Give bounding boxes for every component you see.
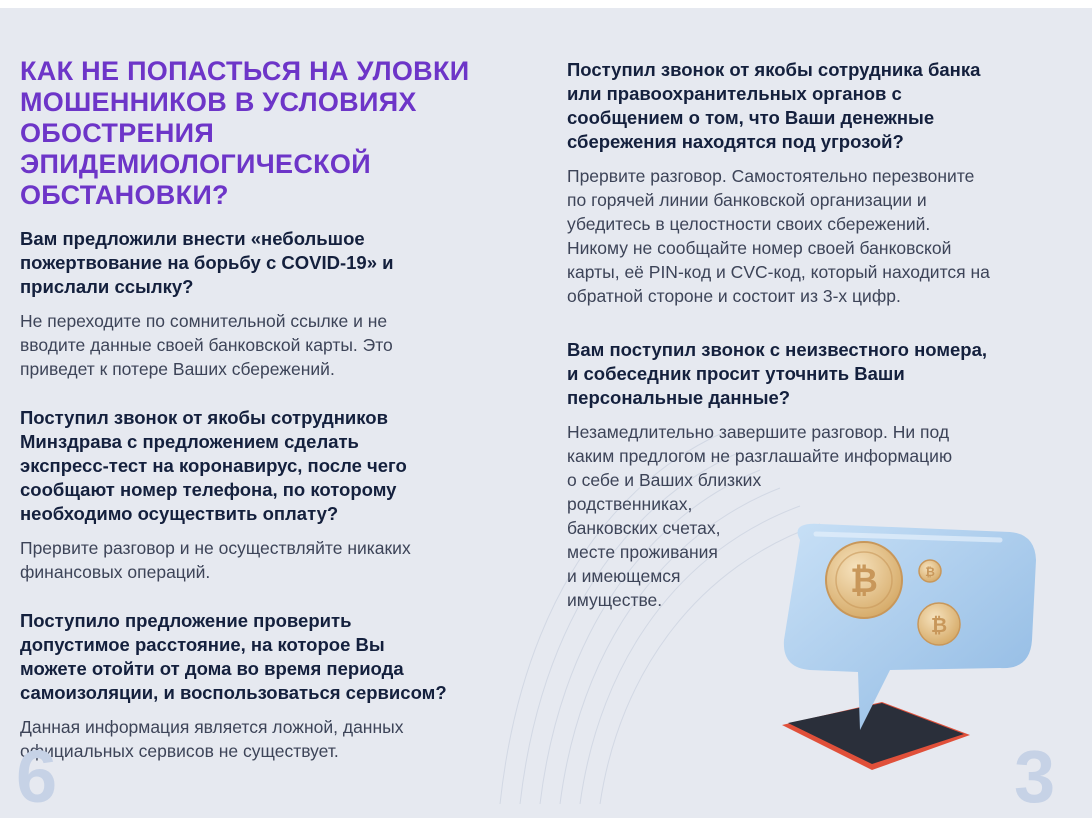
speech-bubble-icon [784, 524, 1036, 730]
question-personal-data: Вам поступил звонок с неизвестного номера, и собеседник просит уточнить Ваши персональные данные? [567, 339, 988, 408]
bitcoin-coin-small-icon [919, 560, 941, 582]
left-column [20, 56, 490, 788]
faq-item-bank-call [567, 58, 1057, 308]
answer-distance-service: Данная информация является ложной, данных официальных сервисов не существует. [20, 717, 404, 761]
question-bank-call: Поступил звонок от якобы сотрудника банка или правоохранительных органов с сообщением о том, что Ваши денежные сбережения находятся под угрозой? [567, 59, 981, 152]
page-number-right: 3 [1014, 735, 1056, 818]
smartphone-icon [782, 702, 970, 770]
page-number-left: 6 [16, 735, 58, 818]
answer-donation: Не переходите по сомнительной ссылке и не вводите данные своей банковской карты. Это приведет к потере Ваших сбережений. [20, 311, 393, 379]
answer-bank-call: Прервите разговор. Самостоятельно перезвоните по горячей линии банковской организации и убедитесь в целостности своих сбережений. Никому не сообщайте номер своей банковской карты, её PIN-код и CVC-код, который находится на обратной стороне и состоит из 3-х цифр. [567, 166, 990, 306]
bitcoin-coin-medium-icon [918, 603, 960, 645]
question-donation: Вам предложили внести «небольшое пожертвование на борьбу с COVID-19» и прислали ссылку? [20, 228, 394, 297]
bitcoin-coin-icon [826, 542, 902, 618]
top-band [0, 0, 1092, 8]
question-distance-service: Поступило предложение проверить допустимое расстояние, на которое Вы можете отойти от дома во время периода самоизоляции, и воспользоваться сервисом? [20, 610, 447, 703]
page-title: КАК НЕ ПОПАСТЬСЯ НА УЛОВКИ МОШЕННИКОВ В УСЛОВИЯХ ОБОСТРЕНИЯ ЭПИДЕМИОЛОГИЧЕСКОЙ ОБСТАНОВКИ? [20, 56, 470, 210]
svg-text:₿: ₿ [925, 565, 935, 579]
question-health-ministry: Поступил звонок от якобы сотрудников Минздрава с предложением сделать экспресс-тест на коронавирус, после чего сообщают номер телефона, по которому необходимо осуществить оплату? [20, 407, 407, 524]
faq-item-health-ministry [20, 406, 490, 584]
faq-item-donation [20, 227, 490, 381]
svg-text:₿: ₿ [930, 615, 948, 637]
faq-item-distance-service [20, 609, 490, 763]
svg-text:₿: ₿ [850, 562, 878, 600]
answer-personal-data: Незамедлительно завершите разговор. Ни под каким предлогом не разглашайте информацию о себе и Ваших близких родственниках, банковских счетах, месте проживания и имеющемся имуществе. [567, 422, 953, 610]
answer-health-ministry: Прервите разговор и не осуществляйте никаких финансовых операций. [20, 538, 411, 582]
